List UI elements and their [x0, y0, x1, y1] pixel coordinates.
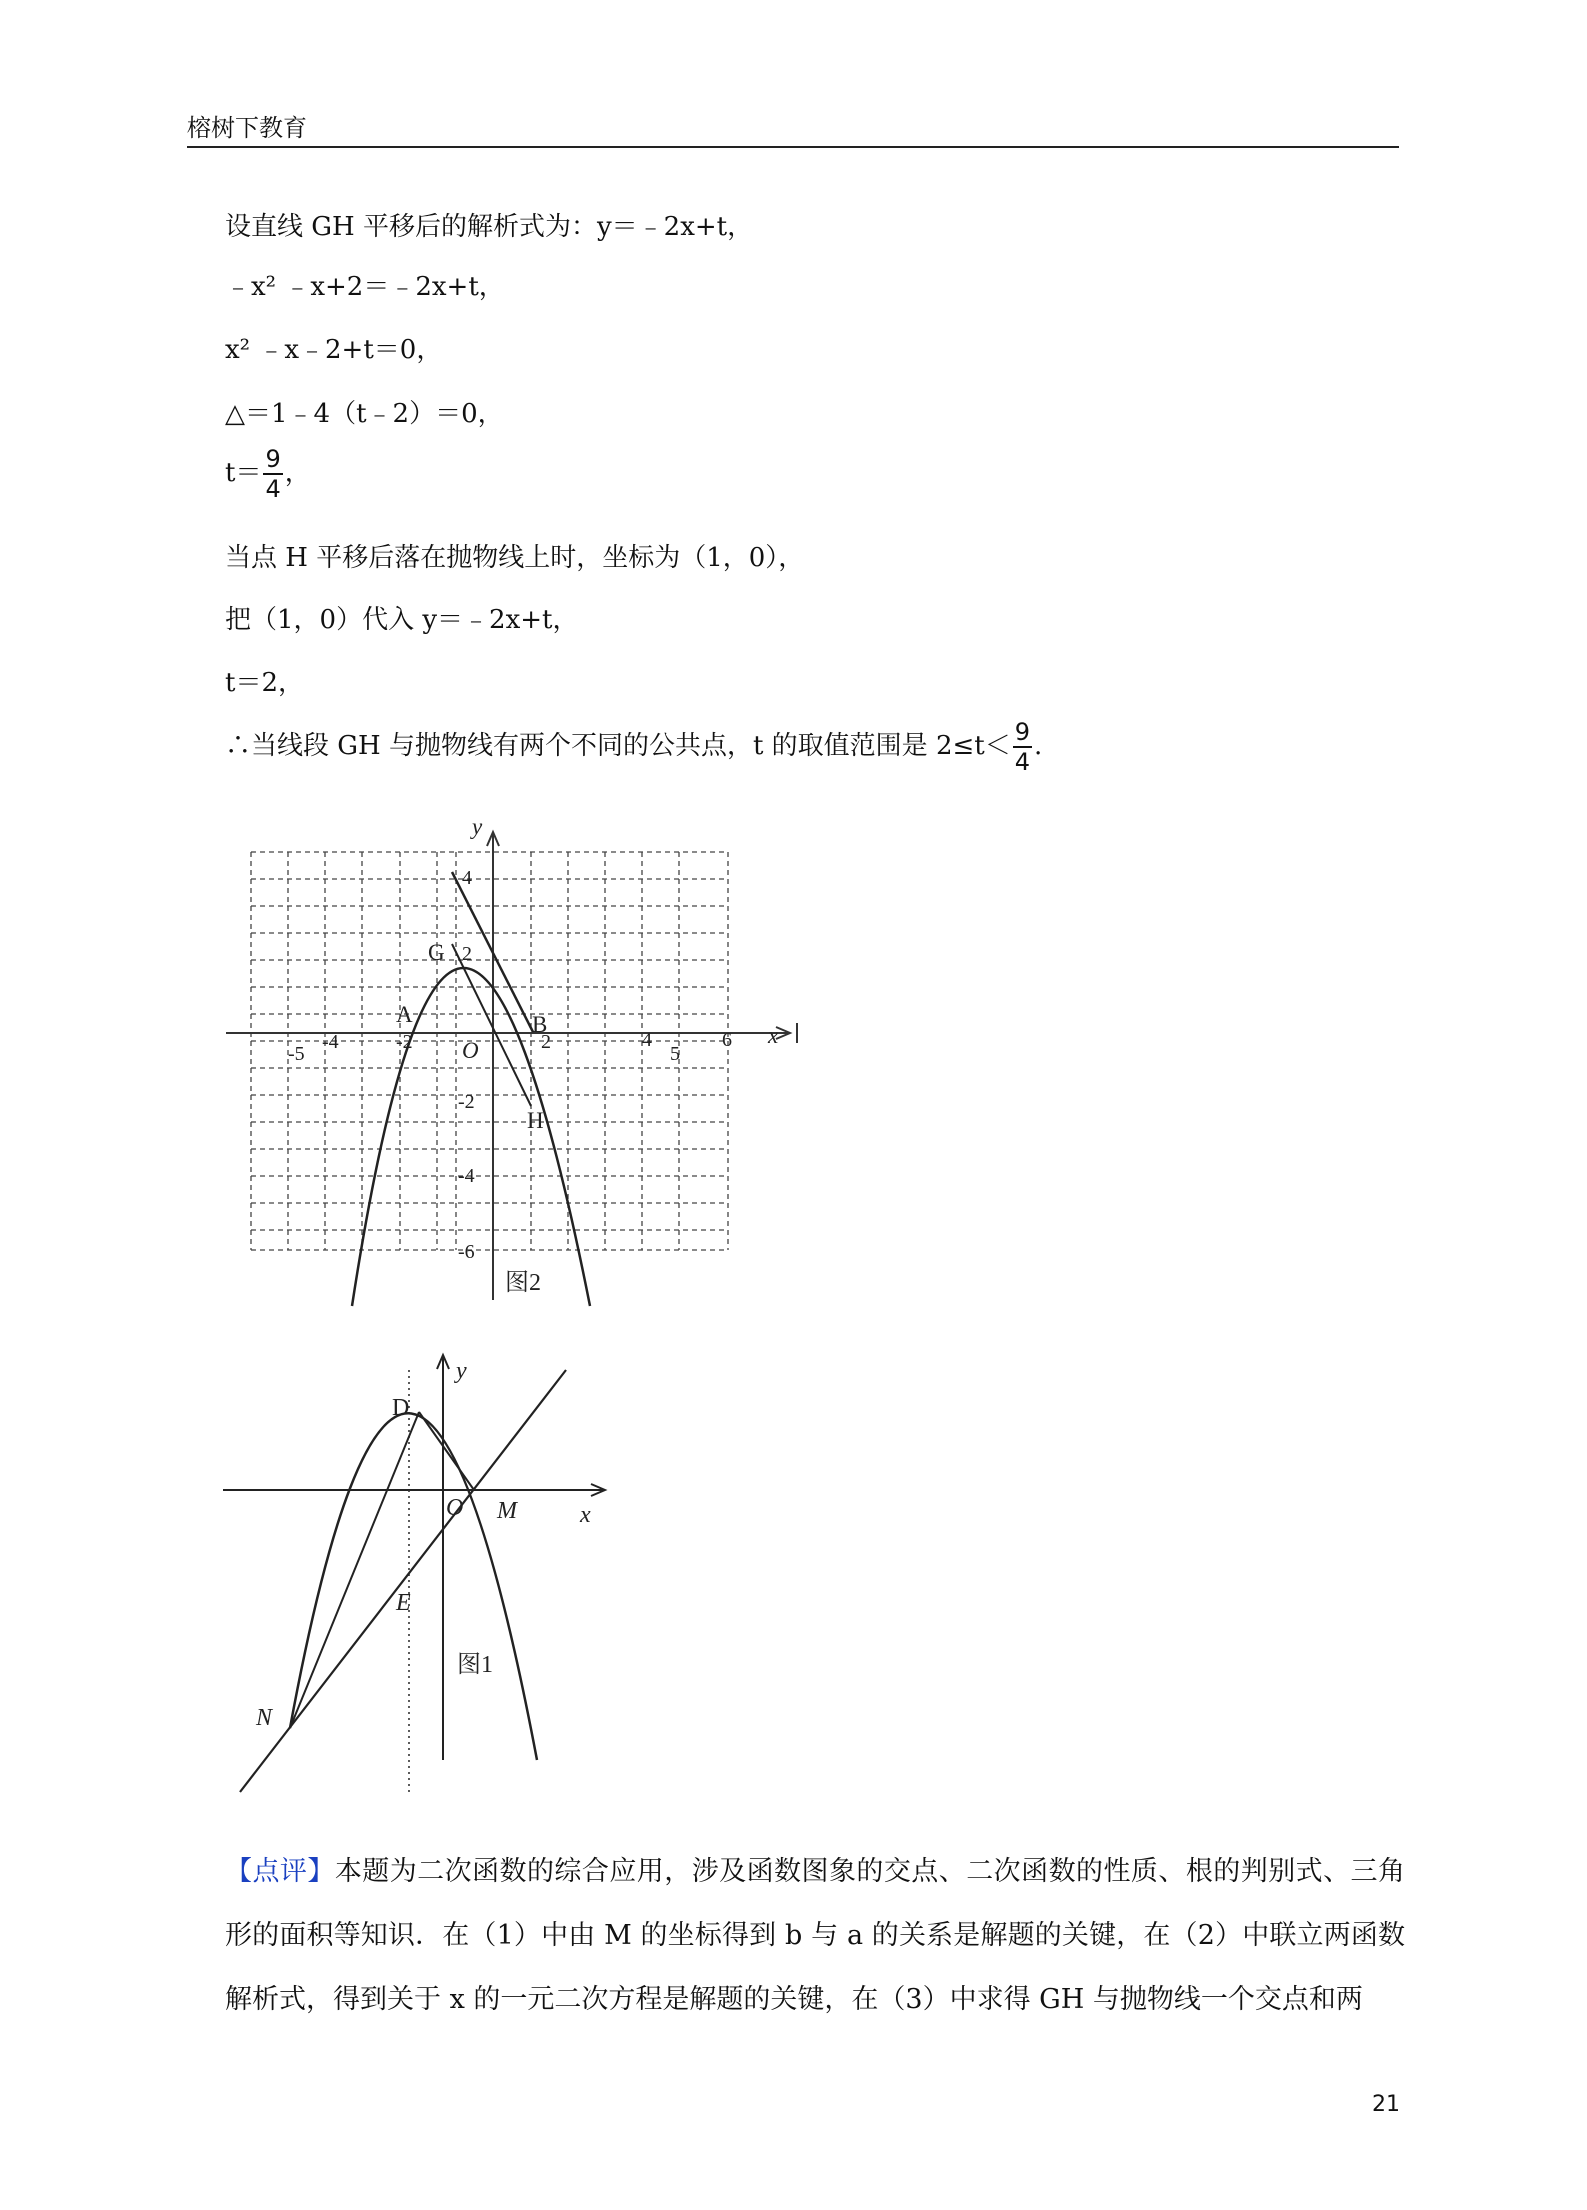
- figure-2-x-label: x: [768, 1023, 779, 1048]
- figure-1-parabola: [290, 1413, 537, 1760]
- point-e-label: E: [396, 1590, 411, 1616]
- figure-1-axes: [223, 1355, 605, 1760]
- fraction-denominator: 4: [265, 475, 281, 503]
- x-tick-label: 5: [670, 1043, 680, 1065]
- x-tick-label: 2: [541, 1031, 551, 1053]
- fraction-nine-quarters: [263, 447, 282, 501]
- y-tick-label: 2: [462, 943, 472, 965]
- header-rule: [187, 146, 1399, 148]
- solution-line-3: x² ﹣x﹣2+t＝0，: [225, 335, 443, 365]
- figure-1-segment-dn: [290, 1412, 419, 1728]
- header-title: 榕树下教育: [187, 114, 307, 142]
- point-a-label: A: [396, 1002, 413, 1027]
- comment-text: 本题为二次函数的综合应用，涉及函数图象的交点、二次函数的性质、根的判别式、三角形的面积等知识．在（1）中由 M 的坐标得到 b 与 a 的关系是解题的关键，在（2）中联立两函数解析式，得到关于 x 的一元二次方程是解题的关键，在（3）中求得 GH 与抛物线一个交点和两: [225, 1856, 1406, 2015]
- y-tick-label: 4: [462, 867, 472, 889]
- solution-line-9: ∴当线段 GH 与抛物线有两个不同的公共点，t 的取值范围是 2≤t＜ $\frac{9}{4}$ .: [225, 718, 1043, 776]
- y-tick-label: -2: [458, 1091, 475, 1113]
- figure-1-segment-dm: [419, 1412, 474, 1490]
- figure-2: [220, 805, 820, 1325]
- y-tick-label: -6: [458, 1241, 475, 1263]
- figure-2-origin-label: O: [462, 1038, 479, 1063]
- point-d-label: D: [392, 1395, 410, 1421]
- figure-1-labels: [255, 1358, 591, 1731]
- point-h-label: H: [527, 1108, 544, 1133]
- fraction-nine-quarters-2: [1013, 720, 1032, 774]
- x-tick-label: -4: [322, 1031, 339, 1053]
- x-tick-label: 4: [642, 1029, 652, 1051]
- figure-1-origin-label: O: [446, 1495, 464, 1521]
- fraction-numerator: 9: [265, 445, 281, 473]
- x-tick-label: -2: [396, 1031, 413, 1053]
- figure-1-x-label: x: [580, 1502, 591, 1528]
- point-b-label: B: [532, 1012, 548, 1037]
- page-number: 21: [1372, 2092, 1400, 2117]
- figure-1-y-label: y: [456, 1358, 467, 1384]
- comment-tag: 【点评】: [225, 1856, 335, 1887]
- solution-line-5: t＝ $\frac{9}{4}$ ，: [225, 445, 311, 503]
- figure-2-y-label: y: [472, 814, 483, 839]
- figure-2-segment-gh: [452, 944, 531, 1106]
- fraction-denominator-2: 4: [1014, 748, 1031, 776]
- comment-paragraph: [225, 1840, 1405, 2032]
- point-g-label: G: [428, 940, 445, 965]
- x-tick-label: -5: [288, 1043, 305, 1065]
- solution-line-6: 当点 H 平移后落在抛物线上时，坐标为（1，0），: [225, 543, 805, 573]
- solution-line-8: t＝2，: [225, 668, 304, 698]
- point-n-label: N: [256, 1705, 273, 1731]
- fraction-numerator-2: 9: [1014, 718, 1031, 746]
- x-tick-label: 6: [722, 1029, 732, 1051]
- solution-line-4: △＝1﹣4（t﹣2）＝0，: [225, 399, 504, 429]
- solution-line-1: 设直线 GH 平移后的解析式为：y＝﹣2x+t，: [225, 212, 754, 242]
- solution-line-5-text: t＝: [225, 458, 262, 488]
- figure-1: [210, 1345, 630, 1820]
- point-m-label: M: [497, 1498, 517, 1524]
- figure-1-caption: 图1: [457, 1652, 493, 1678]
- figure-2-caption: 图2: [505, 1270, 541, 1296]
- y-tick-label: -4: [458, 1165, 475, 1187]
- figure-1-line-mn: [240, 1370, 566, 1792]
- solution-line-9-text: ∴当线段 GH 与抛物线有两个不同的公共点，t 的取值范围是 2≤t＜: [225, 731, 1011, 761]
- solution-line-2: ﹣x² ﹣x+2＝﹣2x+t，: [225, 272, 505, 302]
- solution-line-7: 把（1，0）代入 y＝﹣2x+t，: [225, 605, 579, 635]
